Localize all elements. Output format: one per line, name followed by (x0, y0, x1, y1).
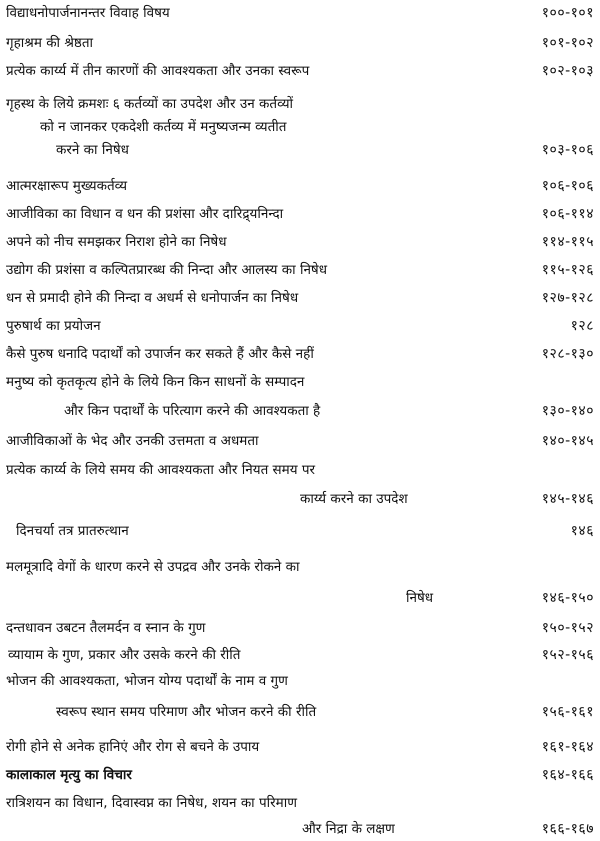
toc-entry (4, 764, 598, 787)
toc-page-range: १०३-१०६ (541, 142, 594, 158)
toc-entry-text: को न जानकर एकदेशी कर्तव्य में मनुष्यजन्म व्यतीत (40, 119, 287, 135)
toc-entry-text: आजीविका का विधान व धन की प्रशंसा और दारिद्र्यनिन्दा (6, 206, 284, 222)
toc-entry (4, 520, 598, 543)
toc-entry-text: प्रत्येक कार्य्य में तीन कारणों की आवश्यकता और उनका स्वरूप (6, 63, 310, 79)
toc-entry-text: कैसे पुरुष धनादि पदार्थों को उपार्जन कर सकते हैं और कैसे नहीं (6, 346, 314, 362)
toc-page-range: १३०-१४० (541, 403, 594, 419)
toc-entry (4, 430, 598, 453)
toc-entry-text: अपने को नीच समझकर निराश होने का निषेध (6, 234, 227, 250)
toc-entry-text: दिनचर्या तत्र प्रातरुत्थान (16, 523, 129, 539)
toc-entry (4, 736, 598, 759)
toc-entry-text: गृहाश्रम की श्रेष्ठता (6, 35, 94, 51)
toc-entry (4, 259, 598, 282)
toc-entry (4, 371, 598, 423)
toc-entry-text: और किन पदार्थों के परित्याग करने की आवश्यकता है (64, 403, 321, 419)
toc-entry-text: स्वरूप स्थान समय परिमाण और भोजन करने की रीति (56, 704, 317, 720)
toc-entry-text: करने का निषेध (56, 142, 129, 158)
toc-entry (4, 175, 598, 198)
toc-page-range: १४६ (570, 523, 594, 539)
toc-entry-text: आत्मरक्षारूप मुख्यकर्तव्य (6, 178, 128, 194)
toc-entry-text: रात्रिशयन का विधान, दिवास्वप्न का निषेध, शयन का परिमाण (6, 795, 297, 811)
toc-entry (4, 287, 598, 310)
toc-page-range: १०१-१०२ (541, 35, 594, 51)
toc-page-range: १०६-११४ (541, 206, 594, 222)
toc-entry-text: निषेध (406, 590, 434, 606)
toc-page-range: १६१-१६४ (541, 739, 594, 755)
toc-entry (4, 644, 598, 667)
toc-entry (4, 315, 598, 338)
toc-page-range: ११४-११५ (541, 234, 594, 250)
toc-entry-text: गृहस्थ के लिये क्रमशः ६ कर्तव्यों का उपदेश और उन कर्तव्यों (6, 96, 294, 112)
toc-entry-text: उद्योग की प्रशंसा व कल्पितप्रारब्ध की निन्दा और आलस्य का निषेध (6, 262, 328, 278)
toc-page-range: १२७-१२८ (541, 290, 594, 306)
toc-entry-text: विद्याधनोपार्जनानन्तर विवाह विषय (6, 5, 170, 21)
toc-page-range: १५०-१५२ (541, 620, 594, 636)
toc-entry-text: व्यायाम के गुण, प्रकार और उसके करने की रीति (8, 647, 241, 663)
toc-entry-text: और निद्रा के लक्षण (302, 821, 395, 837)
toc-page-range: १४०-१४५ (541, 433, 594, 449)
toc-entry-text: रोगी होने से अनेक हानिएं और रोग से बचने के उपाय (6, 739, 260, 755)
toc-page-range: १६४-१६६ (541, 767, 594, 783)
toc-entry (4, 231, 598, 254)
toc-page-range: १६६-१६७ (541, 821, 594, 837)
toc-entry (4, 32, 598, 55)
toc-entry-text: मनुष्य को कृतकृत्य होने के लिये किन किन साधनों के सम्पादन (6, 374, 305, 390)
toc-page-range: १२८ (570, 318, 594, 334)
toc-entry (4, 203, 598, 226)
toc-page-range: १४५-१४६ (541, 491, 594, 507)
toc-page-range: १४६-१५० (541, 590, 594, 606)
toc-page-range: १२८-१३० (541, 346, 594, 362)
toc-entry (4, 617, 598, 640)
toc-page-range: १५२-१५६ (541, 647, 594, 663)
toc-page-range: १०६-१०६ (541, 178, 594, 194)
toc-entry (4, 2, 598, 25)
toc-entry-text: पुरुषार्थ का प्रयोजन (6, 318, 101, 334)
toc-entry (4, 343, 598, 366)
toc-page-range: १०२-१०३ (541, 63, 594, 79)
toc-page-range: ११५-१२६ (541, 262, 594, 278)
toc-page-range: १००-१०१ (541, 5, 594, 21)
toc-page-range: १५६-१६१ (541, 704, 594, 720)
toc-entry-text: आजीविकाओं के भेद और उनकी उत्तमता व अधमता (6, 433, 259, 449)
toc-entry-text: भोजन की आवश्यकता, भोजन योग्य पदार्थों के नाम व गुण (6, 673, 288, 689)
toc-entry (4, 792, 598, 841)
toc-entry (4, 93, 598, 162)
toc-entry (4, 556, 598, 610)
toc-entry-text: कालाकाल मृत्यु का विचार (6, 767, 132, 783)
toc-entry (4, 60, 598, 83)
toc-entry-text: धन से प्रमादी होने की निन्दा व अधर्म से धनोपार्जन का निषेध (6, 290, 299, 306)
toc-entry-text: प्रत्येक कार्य्य के लिये समय की आवश्यकता और नियत समय पर (6, 462, 316, 478)
toc-entry (4, 670, 598, 724)
toc-entry-text: मलमूत्रादि वेगों के धारण करने से उपद्रव और उनके रोकने का (6, 559, 300, 575)
toc-entry (4, 459, 598, 511)
toc-entry-text: दन्तधावन उबटन तैलमर्दन व स्नान के गुण (6, 620, 206, 636)
toc-entry-text: कार्य्य करने का उपदेश (300, 491, 408, 507)
